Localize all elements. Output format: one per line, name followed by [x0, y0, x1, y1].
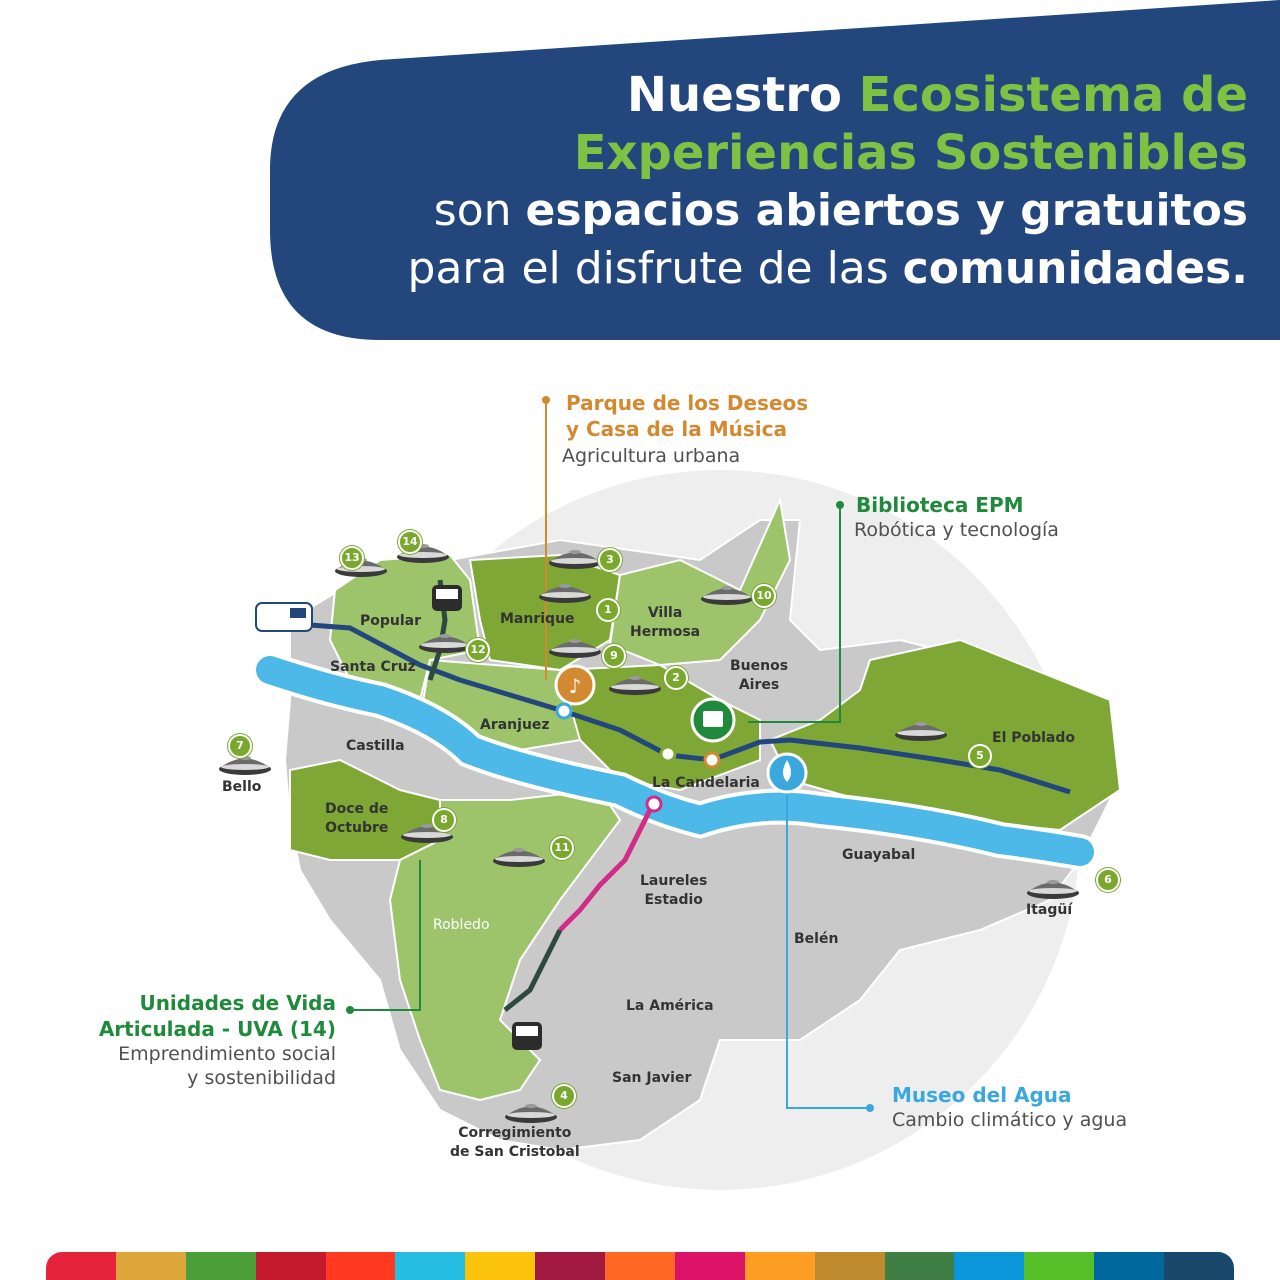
district-label-manrique: Manrique [500, 611, 575, 627]
svg-text:♪: ♪ [568, 674, 582, 698]
callout-parque [562, 390, 809, 468]
sdg-color-segment [186, 1252, 256, 1280]
uva-dome-icon [700, 582, 754, 606]
sdg-color-segment [675, 1252, 745, 1280]
callout-biblioteca-desc: Robótica y tecnología [854, 519, 1059, 541]
sdg-color-segment [256, 1252, 326, 1280]
uva-number-badge: 7 [228, 734, 252, 758]
sdg-color-segment [46, 1252, 116, 1280]
sdg-color-segment [116, 1252, 186, 1280]
uva-number-badge: 5 [968, 744, 992, 768]
uva-dome-icon [504, 1100, 558, 1124]
sdg-color-segment [815, 1252, 885, 1280]
train-icon [256, 603, 312, 631]
uva-number-badge: 11 [550, 836, 574, 860]
uva-number-badge: 12 [466, 638, 490, 662]
uva-number-badge: 6 [1096, 868, 1120, 892]
uva-number-badge: 1 [596, 598, 620, 622]
uva-number-badge: 2 [664, 666, 688, 690]
uva-number-badge: 3 [598, 548, 622, 572]
uva-dome-icon [538, 580, 592, 604]
callout-parque-title: Parque de los Deseos y Casa de la Música [566, 391, 809, 441]
headline-line4-plain: para el disfrute de las [407, 243, 903, 294]
headline-line1-plain: Nuestro [626, 67, 859, 123]
uva-number-badge: 10 [752, 584, 776, 608]
headline-line3-plain: son [433, 185, 526, 236]
callout-museo [892, 1082, 1127, 1132]
callout-museo-title: Museo del Agua [892, 1083, 1072, 1107]
district-label-la-america: La América [626, 998, 714, 1014]
sdg-color-segment [885, 1252, 955, 1280]
district-label-castilla: Castilla [346, 738, 405, 754]
district-label-itagui: Itagüí [1026, 902, 1073, 918]
uva-dome-icon [1026, 876, 1080, 900]
sdg-color-segment [395, 1252, 465, 1280]
callout-uva-desc: Emprendimiento social y sostenibilidad [118, 1043, 336, 1089]
uva-dome-icon [894, 718, 948, 742]
district-label-aranjuez: Aranjuez [480, 717, 550, 733]
district-label-laureles: Laureles Estadio [640, 873, 708, 908]
uva-dome-icon [418, 630, 472, 654]
headline-line3-bold: espacios abiertos y gratuitos [525, 185, 1248, 236]
sdg-color-segment [326, 1252, 396, 1280]
uva-number-badge: 9 [602, 644, 626, 668]
cable-car-icon-north [432, 585, 462, 611]
district-label-bello: Bello [222, 779, 262, 795]
station-marker-candelaria [661, 747, 675, 761]
uva-dome-icon [608, 672, 662, 696]
sdg-color-segment [535, 1252, 605, 1280]
district-label-san-javier: San Javier [612, 1070, 692, 1086]
district-label-el-poblado: El Poblado [992, 730, 1076, 746]
district-label-buenos-aires: Buenos Aires [730, 658, 789, 693]
callout-uva [99, 990, 336, 1090]
uva-leader-dot [346, 1006, 354, 1014]
headline [408, 66, 1248, 298]
sdg-color-segment [1024, 1252, 1094, 1280]
uva-dome-icon [548, 635, 602, 659]
museo-leader-dot [866, 1104, 874, 1112]
sdg-color-segment [605, 1252, 675, 1280]
headline-line4-bold: comunidades. [902, 243, 1248, 294]
headline-line1-green: Ecosistema de [858, 67, 1248, 123]
sdg-color-strip [46, 1252, 1234, 1280]
uva-number-badge: 4 [552, 1084, 576, 1108]
district-label-la-candelaria: La Candelaria [652, 775, 760, 791]
district-label-popular: Popular [360, 613, 422, 629]
district-label-guayabal: Guayabal [842, 847, 916, 863]
uva-number-badge: 8 [432, 808, 456, 832]
biblioteca-leader-dot [836, 501, 844, 509]
district-label-san-cristobal: Corregimiento de San Cristobal [450, 1125, 580, 1160]
uva-number-badge: 14 [398, 530, 422, 554]
sdg-color-segment [745, 1252, 815, 1280]
callout-biblioteca [856, 492, 1059, 542]
uva-number-badge: 13 [340, 546, 364, 570]
uva-dome-icon [548, 546, 602, 570]
parque-leader-dot [542, 396, 550, 404]
sdg-color-segment [1164, 1252, 1234, 1280]
sdg-color-segment [1094, 1252, 1164, 1280]
station-marker-orange [705, 753, 719, 767]
district-label-robledo: Robledo [433, 917, 490, 933]
callout-uva-title: Unidades de Vida Articulada - UVA (14) [98, 991, 336, 1041]
station-marker-tram [647, 797, 661, 811]
callout-biblioteca-title: Biblioteca EPM [856, 493, 1024, 517]
sdg-color-segment [954, 1252, 1024, 1280]
callout-parque-desc: Agricultura urbana [562, 445, 741, 467]
sdg-color-segment [465, 1252, 535, 1280]
district-label-santa-cruz: Santa Cruz [330, 659, 416, 675]
station-marker-aranjuez [557, 704, 571, 718]
district-label-doce-octubre: Doce de Octubre [325, 801, 389, 836]
cable-car-icon-south [512, 1022, 542, 1050]
headline-line2: Experiencias Sostenibles [573, 125, 1248, 181]
district-label-belen: Belén [794, 931, 839, 947]
district-label-villa-hermosa: Villa Hermosa [630, 605, 701, 640]
uva-dome-icon [492, 844, 546, 868]
callout-museo-desc: Cambio climático y agua [892, 1109, 1128, 1131]
